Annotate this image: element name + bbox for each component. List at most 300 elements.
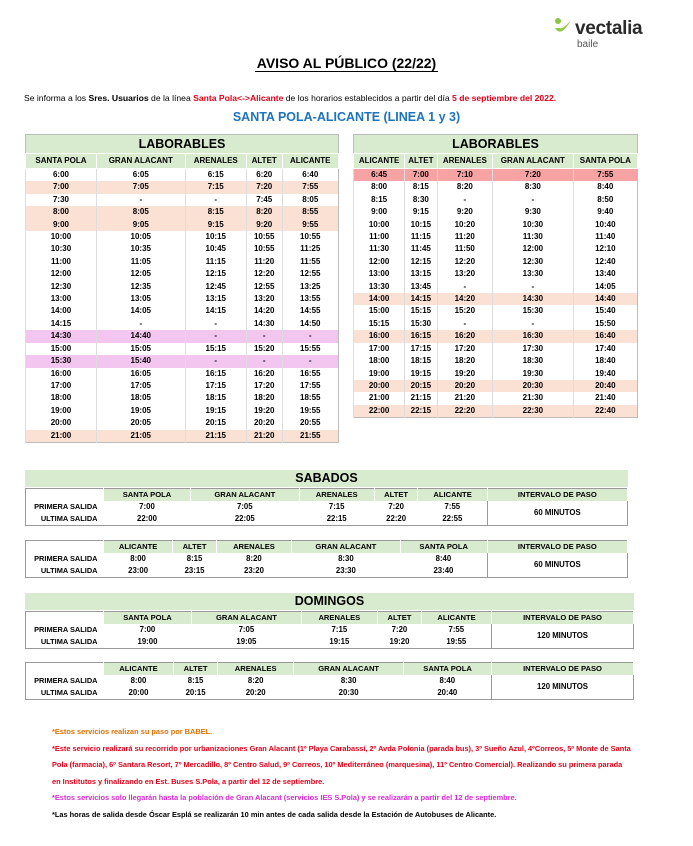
table-row [354,194,638,206]
table-row [354,405,638,418]
time-cell: 14:30 [493,293,573,305]
time-cell: 12:35 [96,281,185,293]
time-cell: 12:55 [282,268,338,280]
column-header: ALTET [246,154,282,169]
time-cell: - [282,355,338,367]
column-header: GRAN ALACANT [190,489,299,502]
table-row [26,268,339,280]
table-row [26,281,339,293]
time-cell: 19:15 [329,637,350,646]
note-babel: *Estos servicios realizan su paso por BABEL. [52,727,213,736]
table-row [354,281,638,293]
time-cell: 15:55 [282,343,338,355]
column-header: ARENALES [437,154,493,169]
time-cell: 21:20 [246,430,282,443]
time-cell: 7:00 [139,502,155,511]
time-cell: 11:45 [405,243,437,255]
interval-cell: 60 MINUTOS [487,501,627,526]
time-cell: 10:35 [96,243,185,255]
time-cell: 6:40 [282,169,338,182]
time-cell: 7:20 [493,169,573,182]
time-cell: - [185,330,246,342]
table-row [26,430,339,443]
blank-header-cell [26,541,104,554]
table-row [354,305,638,317]
time-cell: 14:15 [405,293,437,305]
time-cell: 21:20 [437,392,493,404]
table-row [354,219,638,231]
time-cell: 7:05 [238,625,255,634]
table-row [354,343,638,355]
table-row [354,380,638,392]
time-cell: 8:30 [338,554,354,563]
time-cell: 15:30 [405,318,437,330]
table-row [26,380,339,392]
time-cell: 12:00 [493,243,573,255]
time-cell: 8:40 [439,676,456,685]
time-cell: 14:55 [282,305,338,317]
logo-name: vectalia [575,18,643,39]
time-cell: 13:55 [282,293,338,305]
time-cell: 11:20 [246,256,282,268]
intro-text: Se informa a los Sres. Usuarios de la línea Santa Pola<->Alicante de los horarios establecidos a partir del día 5 de septiembre del 2022. [24,93,557,103]
time-cell: 22:55 [442,514,463,523]
column-header: ARENALES [216,541,291,554]
table-row [26,405,339,417]
time-cell: 19:15 [185,405,246,417]
time-cell: 18:00 [354,355,405,367]
time-cell: 14:00 [354,293,405,305]
time-cell: 12:55 [246,281,282,293]
time-cell: 18:20 [437,355,493,367]
time-cell: 16:55 [282,368,338,380]
time-cell: 16:15 [185,368,246,380]
time-cell: 15:30 [26,355,97,367]
column-header: INTERVALO DE PASO [492,612,634,625]
time-cell: 7:05 [236,502,253,511]
time-cell: - [437,194,493,206]
time-cell: 7:05 [96,181,185,193]
time-cell: 16:00 [354,330,405,342]
time-cell: 19:05 [236,637,257,646]
time-cell: 18:05 [96,392,185,404]
row-label: ULTIMA SALIDA [40,514,98,523]
time-cell: 10:55 [282,231,338,243]
time-cell: 7:00 [139,625,156,634]
time-cell: 10:55 [246,243,282,255]
column-header: ALICANTE [104,663,174,676]
column-header: GRAN ALACANT [191,612,301,625]
time-cell: 12:15 [405,256,437,268]
time-cell: 15:20 [246,343,282,355]
table-row [26,206,339,218]
time-cell: 22:00 [137,514,157,523]
time-cell: 12:10 [573,243,637,255]
time-cell: 18:55 [282,392,338,404]
time-cell: 17:05 [96,380,185,392]
time-cell: 8:30 [340,676,357,685]
column-header: ALICANTE [354,154,405,169]
time-cell: 19:55 [282,405,338,417]
table-row [354,318,638,330]
time-cell: 9:15 [185,219,246,231]
time-cell: 20:20 [245,688,266,697]
column-header: INTERVALO DE PASO [492,663,634,676]
time-cell: 18:20 [246,392,282,404]
column-header: ARENALES [301,612,377,625]
time-cell: 20:15 [185,688,206,697]
header-row [26,612,634,625]
blank-header-cell [26,663,104,676]
time-cell: - [96,194,185,206]
table-row [354,256,638,268]
time-cell: - [246,330,282,342]
time-cell: 14:40 [96,330,185,342]
time-cell: 20:00 [354,380,405,392]
time-cell: 8:40 [573,181,637,193]
time-cell: 23:40 [433,566,454,575]
time-cell: 16:40 [573,330,637,342]
time-cell: 17:00 [26,380,97,392]
time-cell: 10:55 [246,231,282,243]
time-cell: 8:00 [354,181,405,193]
time-cell: 10:05 [96,231,185,243]
time-cell: 22:30 [493,405,573,418]
note-urbanizaciones-1: *Este servicio realizará su recorrido por urbanizaciones Gran Alacant (1º Playa Carabassí, 2º Avda Polonia (parada bus), 3º Sueño Azul, 4ºCorreos, 5º Monte de Santa [52,743,631,753]
laborables-table-santa-pola-alicante [25,134,339,443]
time-cell: 12:00 [26,268,97,280]
time-cell: 20:15 [185,417,246,429]
time-cell: 9:20 [246,219,282,231]
time-cell: 22:05 [234,514,255,523]
time-cell: 14:15 [185,305,246,317]
time-cell: 14:05 [96,305,185,317]
time-cell: 14:00 [26,305,97,317]
column-header: ALICANTE [418,489,487,502]
column-header: ALTET [173,541,217,554]
laborables-table-alicante-santa-pola [353,134,638,418]
time-cell: 12:05 [96,268,185,280]
time-cell: 19:00 [137,637,158,646]
time-cell: 8:05 [96,206,185,218]
time-cell: 20:20 [246,417,282,429]
time-cell: 8:05 [282,194,338,206]
time-cell: 20:55 [282,417,338,429]
time-cell: 14:30 [246,318,282,330]
time-cell: 15:40 [96,355,185,367]
time-cell: 12:20 [437,256,493,268]
time-cell: 12:30 [493,256,573,268]
time-cell: 21:30 [493,392,573,404]
time-cell: 11:15 [405,231,437,243]
table-row [354,231,638,243]
time-cell: 22:40 [573,405,637,418]
time-cell: 8:00 [130,676,147,685]
time-cell: 8:00 [130,554,146,563]
table-row [26,355,339,367]
time-cell: 7:55 [573,169,637,182]
time-cell: 10:20 [437,219,493,231]
note-urbanizaciones-3: en Institutos y finalizando en Est. Buses S.Pola, a partir del 12 de septiembre. [52,776,325,786]
logo-subtitle: baile [577,39,599,50]
time-cell: 11:40 [573,231,637,243]
time-cell: 11:50 [437,243,493,255]
time-cell: 6:00 [26,169,97,182]
time-cell: 14:05 [573,281,637,293]
time-cell: 18:40 [573,355,637,367]
column-header: INTERVALO DE PASO [487,541,627,554]
time-cell: 19:55 [446,637,467,646]
first-departure-row [26,553,628,565]
time-cell: 8:15 [354,194,405,206]
time-cell: 13:30 [354,281,405,293]
time-cell: 7:10 [437,169,493,182]
time-cell: - [282,330,338,342]
domingos-table-alicante-santa-pola [25,662,634,700]
domingos-header: DOMINGOS [25,593,634,610]
time-cell: 8:00 [26,206,97,218]
time-cell: 8:15 [405,181,437,193]
table-row [26,169,339,182]
time-cell: 8:40 [435,554,452,563]
time-cell: 18:00 [26,392,97,404]
time-cell: 22:00 [354,405,405,418]
time-cell: 8:20 [246,206,282,218]
time-cell: 15:40 [573,305,637,317]
time-cell: 8:30 [405,194,437,206]
time-cell: 23:20 [243,566,264,575]
time-cell: 17:40 [573,343,637,355]
table-row [26,305,339,317]
time-cell: 17:15 [405,343,437,355]
vectalia-logo [553,14,663,54]
time-cell: 7:00 [405,169,437,182]
time-cell: 23:15 [184,566,205,575]
table-row [26,219,339,231]
time-cell: 7:20 [246,181,282,193]
time-cell: 7:20 [388,502,404,511]
time-cell: 6:05 [96,169,185,182]
time-cell: - [96,318,185,330]
time-cell: 20:30 [338,688,359,697]
time-cell: 21:00 [26,430,97,443]
table-row [354,169,638,182]
time-cell: 20:40 [573,380,637,392]
time-cell: 20:05 [96,417,185,429]
table-row [26,330,339,342]
time-cell: 23:00 [128,566,149,575]
time-cell: - [493,318,573,330]
domingos-table-santa-pola-alicante [25,611,634,649]
time-cell: 11:30 [354,243,405,255]
column-header: ALTET [374,489,418,502]
time-cell: 10:45 [185,243,246,255]
time-cell: 17:20 [246,380,282,392]
time-cell: 13:00 [354,268,405,280]
page-title: AVISO AL PÚBLICO (22/22) [256,55,437,71]
table-row [354,293,638,305]
time-cell: - [437,318,493,330]
time-cell: 21:05 [96,430,185,443]
time-cell: 17:00 [354,343,405,355]
time-cell: 20:15 [405,380,437,392]
column-header: ALTET [377,612,421,625]
time-cell: - [437,281,493,293]
interval-cell: 120 MINUTOS [492,624,634,649]
sabados-header: SABADOS [25,470,628,487]
column-header: SANTA POLA [26,154,97,169]
time-cell: 7:15 [331,625,348,634]
column-header: ARENALES [218,663,294,676]
time-cell: 11:00 [26,256,97,268]
column-header: INTERVALO DE PASO [487,489,627,502]
first-departure-row [26,624,634,636]
time-cell: 7:55 [282,181,338,193]
time-cell: 20:00 [26,417,97,429]
time-cell: 13:20 [246,293,282,305]
time-cell: 15:05 [96,343,185,355]
table-row [26,417,339,429]
time-cell: 7:20 [391,625,408,634]
interval-cell: 60 MINUTOS [487,553,627,578]
time-cell: 19:40 [573,368,637,380]
table-title: LABORABLES [26,135,339,154]
table-row [26,293,339,305]
time-cell: 17:20 [437,343,493,355]
time-cell: 9:40 [573,206,637,218]
first-departure-row [26,675,634,687]
table-row [354,243,638,255]
table-row [354,355,638,367]
row-label: ULTIMA SALIDA [40,688,98,697]
column-header: ALICANTE [282,154,338,169]
time-cell: 15:20 [437,305,493,317]
time-cell: - [185,318,246,330]
time-cell: 21:55 [282,430,338,443]
header-row [26,541,628,554]
time-cell: 8:20 [246,554,262,563]
blank-header-cell [26,612,104,625]
time-cell: 18:30 [493,355,573,367]
time-cell: 7:30 [26,194,97,206]
time-cell: 13:05 [96,293,185,305]
column-header: ARENALES [185,154,246,169]
time-cell: 19:30 [493,368,573,380]
time-cell: 13:15 [405,268,437,280]
time-cell: 20:00 [128,688,149,697]
column-header: SANTA POLA [573,154,637,169]
time-cell: 14:50 [282,318,338,330]
time-cell: 9:30 [493,206,573,218]
time-cell: 9:00 [354,206,405,218]
time-cell: 16:30 [493,330,573,342]
time-cell: 14:40 [573,293,637,305]
time-cell: 11:25 [282,243,338,255]
column-header: GRAN ALACANT [292,541,401,554]
time-cell: 9:20 [437,206,493,218]
time-cell: 15:15 [354,318,405,330]
time-cell: 12:15 [185,268,246,280]
time-cell: 12:40 [573,256,637,268]
time-cell: 8:30 [493,181,573,193]
time-cell: 11:00 [354,231,405,243]
row-label: PRIMERA SALIDA [34,554,98,563]
note-oscar-espla: *Las horas de salida desde Óscar Esplá se realizarán 10 min antes de cada salida desde la Estación de Autobuses de Alicante. [52,809,497,819]
table-row [354,268,638,280]
time-cell: 10:40 [573,219,637,231]
time-cell: 15:15 [405,305,437,317]
time-cell: 11:30 [493,231,573,243]
time-cell: 13:25 [282,281,338,293]
time-cell: 6:15 [185,169,246,182]
time-cell: 13:20 [437,268,493,280]
time-cell: 15:30 [493,305,573,317]
time-cell: 19:20 [246,405,282,417]
time-cell: 6:45 [354,169,405,182]
column-header: ALTET [173,663,217,676]
table-row [26,392,339,404]
table-row [26,181,339,193]
time-cell: 9:05 [96,219,185,231]
time-cell: 12:00 [354,256,405,268]
time-cell: 11:20 [437,231,493,243]
time-cell: 16:15 [405,330,437,342]
time-cell: 19:00 [354,368,405,380]
column-header: SANTA POLA [404,663,492,676]
time-cell: 7:15 [185,181,246,193]
sabados-table-alicante-santa-pola [25,540,628,578]
time-cell: - [493,281,573,293]
time-cell: - [185,194,246,206]
time-cell: 12:30 [26,281,97,293]
time-cell: 14:15 [26,318,97,330]
table-row [26,318,339,330]
time-cell: 10:00 [26,231,97,243]
table-row [354,392,638,404]
time-cell: 21:40 [573,392,637,404]
time-cell: - [493,194,573,206]
time-cell: 10:30 [493,219,573,231]
time-cell: 7:00 [26,181,97,193]
time-cell: 19:15 [405,368,437,380]
column-header: GRAN ALACANT [294,663,404,676]
column-header: ALTET [405,154,437,169]
time-cell: 16:00 [26,368,97,380]
time-cell: 7:55 [444,502,461,511]
time-cell: 10:30 [26,243,97,255]
time-cell: 11:15 [185,256,246,268]
column-header: ALICANTE [104,541,173,554]
time-cell: 17:55 [282,380,338,392]
blank-header-cell [26,489,104,502]
table-row [26,256,339,268]
time-cell: 10:00 [354,219,405,231]
time-cell: 13:15 [185,293,246,305]
time-cell: 10:15 [185,231,246,243]
time-cell: 16:05 [96,368,185,380]
time-cell: 19:05 [96,405,185,417]
column-header: SANTA POLA [400,541,487,554]
time-cell: 12:45 [185,281,246,293]
sabados-table-santa-pola-alicante [25,488,628,526]
time-cell: 17:15 [185,380,246,392]
time-cell: 15:15 [185,343,246,355]
column-header: ARENALES [299,489,374,502]
time-cell: 16:20 [246,368,282,380]
time-cell: 14:20 [246,305,282,317]
time-cell: 15:00 [26,343,97,355]
time-cell: 20:40 [437,688,458,697]
